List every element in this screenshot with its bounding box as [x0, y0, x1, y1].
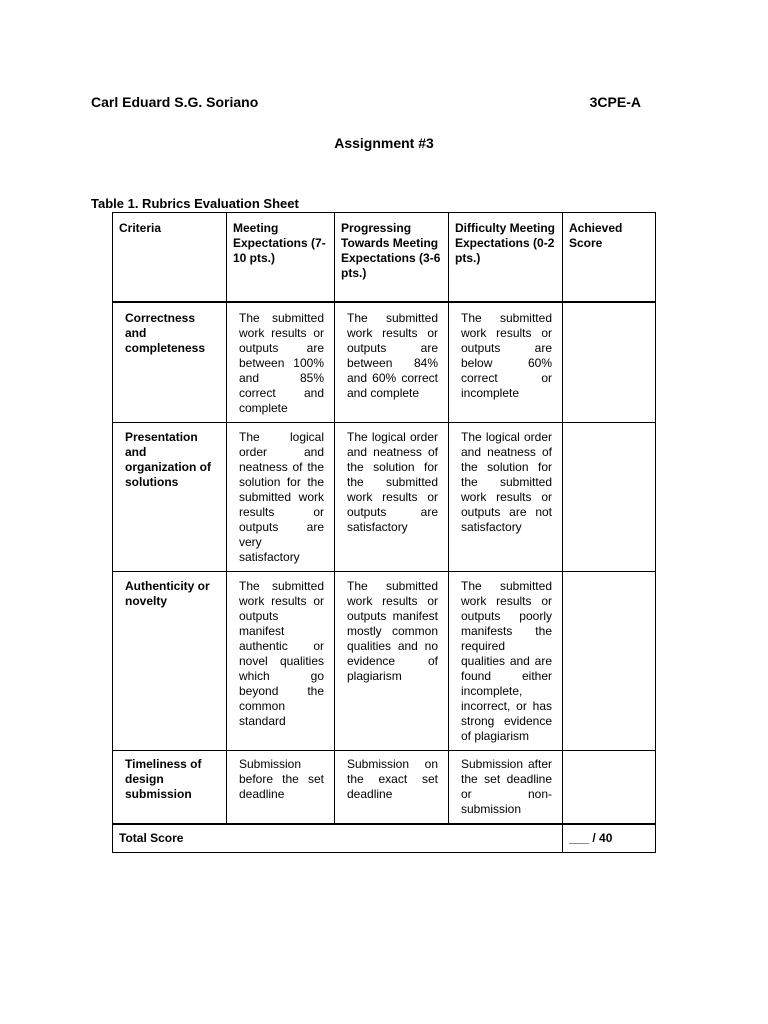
column-header: Criteria [113, 213, 227, 303]
table-row [113, 423, 656, 572]
score-cell [563, 751, 656, 825]
meeting-cell: Submission before the set deadline [227, 751, 335, 825]
progressing-cell: Submission on the exact set deadline [335, 751, 449, 825]
student-name: Carl Eduard S.G. Soriano [91, 94, 259, 110]
meeting-cell: The submitted work results or outputs are between 100% and 85% correct and complete [227, 302, 335, 423]
column-header: Meeting Expectations (7-10 pts.) [227, 213, 335, 303]
criteria-cell: Correctness and completeness [113, 302, 227, 423]
progressing-cell: The logical order and neatness of the solution for the submitted work results or outputs are satisfactory [335, 423, 449, 572]
table-caption: Table 1. Rubrics Evaluation Sheet [91, 196, 299, 211]
total-score-row [113, 824, 656, 853]
table-header-row [113, 213, 656, 303]
difficulty-cell: The logical order and neatness of the solution for the submitted work results or outputs are not satisfactory [449, 423, 563, 572]
column-header: Difficulty Meeting Expectations (0-2 pts.) [449, 213, 563, 303]
difficulty-cell: Submission after the set deadline or non-submission [449, 751, 563, 825]
criteria-cell: Authenticity or novelty [113, 572, 227, 751]
meeting-cell: The logical order and neatness of the solution for the submitted work results or outputs are very satisfactory [227, 423, 335, 572]
class-section: 3CPE-A [589, 94, 641, 110]
table-row [113, 572, 656, 751]
score-cell [563, 572, 656, 751]
total-score-label: Total Score [113, 824, 563, 853]
progressing-cell: The submitted work results or outputs manifest mostly common qualities and no evidence of plagiarism [335, 572, 449, 751]
table-row [113, 751, 656, 825]
total-score-value: ___ / 40 [563, 824, 656, 853]
difficulty-cell: The submitted work results or outputs are below 60% correct or incomplete [449, 302, 563, 423]
score-cell [563, 302, 656, 423]
criteria-cell: Presentation and organization of solutions [113, 423, 227, 572]
column-header: Progressing Towards Meeting Expectations (3-6 pts.) [335, 213, 449, 303]
rubrics-table [112, 212, 656, 853]
meeting-cell: The submitted work results or outputs manifest authentic or novel qualities which go beyond the common standard [227, 572, 335, 751]
table-row [113, 302, 656, 423]
assignment-title: Assignment #3 [334, 135, 434, 151]
difficulty-cell: The submitted work results or outputs poorly manifests the required qualities and are found either incomplete, incorrect, or has strong evidence of plagiarism [449, 572, 563, 751]
column-header: Achieved Score [563, 213, 656, 303]
progressing-cell: The submitted work results or outputs are between 84% and 60% correct and complete [335, 302, 449, 423]
criteria-cell: Timeliness of design submission [113, 751, 227, 825]
score-cell [563, 423, 656, 572]
